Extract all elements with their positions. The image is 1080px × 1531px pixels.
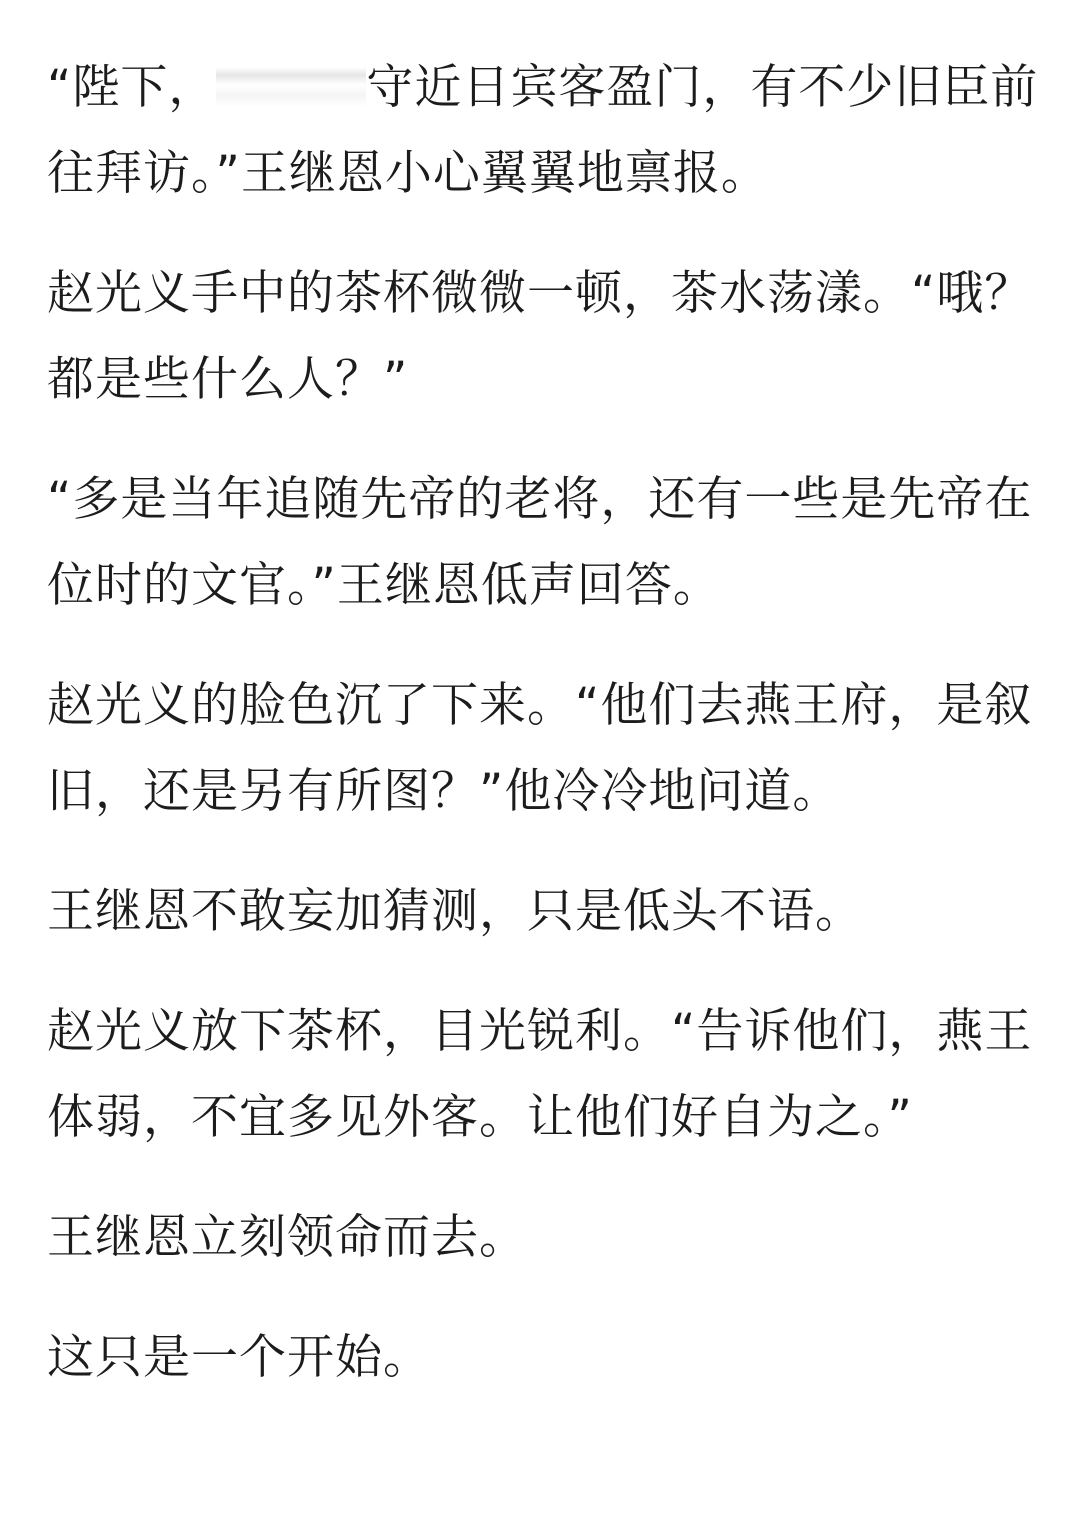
paragraph-1 (47, 45, 1047, 217)
paragraph-1-rest: 守近日宾客盈门，有不少旧臣前往拜访。”王继恩小心翼翼地禀报。 (47, 60, 1039, 201)
paragraph-2: 赵光义手中的茶杯微微一顿，茶水荡漾。“哦？都是些什么人？” (47, 266, 1033, 407)
article-body (47, 45, 1047, 1435)
redaction-blur (216, 67, 366, 107)
paragraph-7: 王继恩立刻领命而去。 (47, 1210, 527, 1265)
paragraph-1-start: “陛下， (47, 60, 217, 115)
paragraph-6: 赵光义放下茶杯，目光锐利。“告诉他们，燕王体弱，不宜多见外客。让他们好自为之。” (47, 1004, 1033, 1145)
paragraph-5: 王继恩不敢妄加猜测，只是低头不语。 (47, 884, 863, 939)
paragraph-4: 赵光义的脸色沉了下来。“他们去燕王府，是叙旧，还是另有所图？”他冷冷地问道。 (47, 678, 1033, 819)
paragraph-8: 这只是一个开始。 (47, 1330, 431, 1385)
paragraph-3: “多是当年追随先帝的老将，还有一些是先帝在位时的文官。”王继恩低声回答。 (47, 472, 1033, 613)
